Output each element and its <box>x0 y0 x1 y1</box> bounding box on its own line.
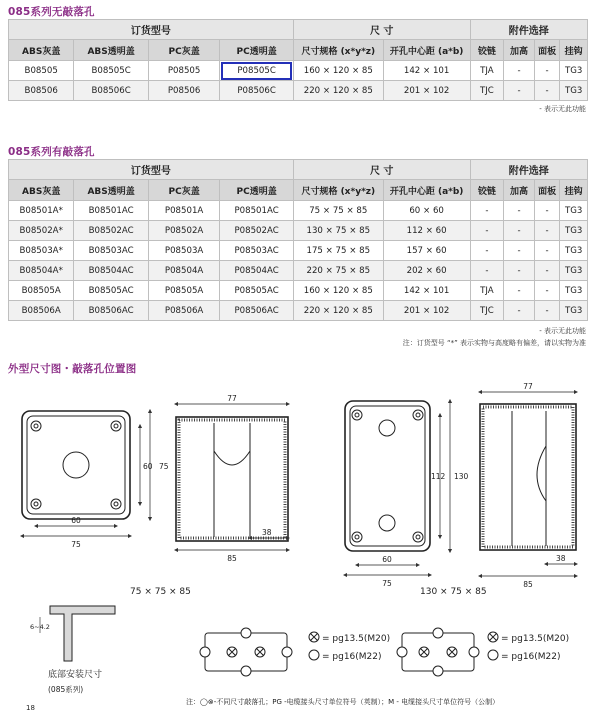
bottom-mount-detail <box>40 606 115 661</box>
table-cell: 60 × 60 <box>383 201 470 221</box>
table-cell: - <box>504 201 535 221</box>
table-cell: - <box>534 81 560 101</box>
box1-dim-75h: 75 <box>159 462 169 471</box>
legend2-pg16: = pg16(M22) <box>501 652 561 662</box>
column-header: PC透明盖 <box>220 180 294 201</box>
table-cell: - <box>534 261 560 281</box>
table-row <box>9 221 588 241</box>
table-cell: P08506C <box>220 81 294 101</box>
section2-note2: 注：订货型号 “*” 表示实物与高度略有偏差，请以实物为准 <box>402 339 586 347</box>
table-row <box>9 241 588 261</box>
column-header: 开孔中心距 (a*b) <box>383 180 470 201</box>
table-cell: 202 × 60 <box>383 261 470 281</box>
column-header: 铰链 <box>470 40 504 61</box>
table-cell: 220 × 120 × 85 <box>293 301 383 321</box>
table-cell: - <box>504 301 535 321</box>
column-header: PC灰盖 <box>148 40 219 61</box>
table-cell: B08505 <box>9 61 74 81</box>
table-cell: - <box>534 201 560 221</box>
page-number: 18 <box>26 704 35 712</box>
column-header: PC灰盖 <box>148 180 219 201</box>
table-row <box>9 281 588 301</box>
table-cell: B08503AC <box>74 241 149 261</box>
table-cell: B08506C <box>74 81 149 101</box>
table-cell: P08503A <box>148 241 219 261</box>
box2-dim-75w: 75 <box>382 579 392 588</box>
caption-box2: 130 × 75 × 85 <box>420 587 487 597</box>
table-cell: - <box>504 281 535 301</box>
column-header: 挂钩 <box>560 40 588 61</box>
legend2-symbols <box>488 632 498 660</box>
table-cell: 157 × 60 <box>383 241 470 261</box>
highlighted-cell: P08505C <box>220 61 294 81</box>
table-cell: - <box>534 281 560 301</box>
table-cell: P08506AC <box>220 301 294 321</box>
column-header: 加高 <box>504 40 535 61</box>
table-cell: - <box>504 221 535 241</box>
table-cell: B08505A <box>9 281 74 301</box>
table-cell: P08505 <box>148 61 219 81</box>
section2-note1: - 表示无此功能 <box>539 327 586 335</box>
table-row <box>9 201 588 221</box>
box2-dim-130h: 130 <box>454 472 469 481</box>
box1-dim-60w: 60 <box>71 516 81 525</box>
table-cell: B08506AC <box>74 301 149 321</box>
table-cell: - <box>504 61 535 81</box>
column-header: PC透明盖 <box>220 40 294 61</box>
section1-table <box>8 19 588 101</box>
section1-title: 085系列无敲落孔 <box>8 6 95 18</box>
table-cell: B08504AC <box>74 261 149 281</box>
table-cell: P08501AC <box>220 201 294 221</box>
bottom-sub: (085系列) <box>48 685 84 694</box>
column-header: 面板 <box>534 180 560 201</box>
section2-table <box>8 159 588 321</box>
table-cell: TG3 <box>560 81 588 101</box>
table-cell: 201 × 102 <box>383 81 470 101</box>
table-cell: TG3 <box>560 261 588 281</box>
legend2-pg135: = pg13.5(M20) <box>501 634 570 644</box>
group-header-accessory: 附件选择 <box>470 160 587 180</box>
table-cell: P08501A <box>148 201 219 221</box>
table-cell: B08504A* <box>9 261 74 281</box>
column-header: 加高 <box>504 180 535 201</box>
table-cell: - <box>504 241 535 261</box>
knockout-pattern-2 <box>397 628 479 676</box>
table-cell: B08502AC <box>74 221 149 241</box>
table-cell: - <box>534 61 560 81</box>
table-cell: - <box>534 241 560 261</box>
table-cell: - <box>504 81 535 101</box>
column-header: 挂钩 <box>560 180 588 201</box>
column-header: ABS透明盖 <box>74 180 149 201</box>
table-cell: - <box>470 241 504 261</box>
table-cell: P08503AC <box>220 241 294 261</box>
table-row <box>9 261 588 281</box>
table-cell: P08502A <box>148 221 219 241</box>
drawings-canvas <box>0 371 595 711</box>
box2-dim-112h: 112 <box>431 472 446 481</box>
column-header: 尺寸规格 (x*y*z) <box>293 40 383 61</box>
box2-side-view <box>480 404 576 550</box>
table-cell: TJA <box>470 61 504 81</box>
group-header-accessory: 附件选择 <box>470 20 587 40</box>
table-cell: B08503A* <box>9 241 74 261</box>
column-header: 面板 <box>534 40 560 61</box>
table-cell: - <box>470 261 504 281</box>
table-cell: TG3 <box>560 301 588 321</box>
table-cell: B08501A* <box>9 201 74 221</box>
drawings-title: 外型尺寸图・敲落孔位置图 <box>8 363 137 375</box>
table-cell: P08505A <box>148 281 219 301</box>
table-cell: 160 × 120 × 85 <box>293 61 383 81</box>
table-cell: TJC <box>470 301 504 321</box>
section2-table-wrap <box>8 159 588 321</box>
table-cell: P08504AC <box>220 261 294 281</box>
box1-side-view <box>176 417 288 541</box>
box1-top-view <box>22 411 130 519</box>
table-row <box>9 81 588 101</box>
side1-dim-85: 85 <box>227 554 237 563</box>
table-cell: TG3 <box>560 201 588 221</box>
table-cell: TG3 <box>560 241 588 261</box>
table-cell: - <box>470 201 504 221</box>
table-cell: TG3 <box>560 221 588 241</box>
box2-top-view <box>345 401 430 551</box>
table-cell: B08505AC <box>74 281 149 301</box>
column-header: ABS灰盖 <box>9 40 74 61</box>
group-header-order: 订货型号 <box>9 20 294 40</box>
table-cell: 220 × 75 × 85 <box>293 261 383 281</box>
table-cell: 130 × 75 × 85 <box>293 221 383 241</box>
footnote: 注：◯⊗-不同尺寸敲落孔；PG -电缆接头尺寸单位符号（英制）；M - 电缆接头尺寸单位符号（公制） <box>186 698 500 706</box>
table-cell: B08502A* <box>9 221 74 241</box>
column-header: 尺寸规格 (x*y*z) <box>293 180 383 201</box>
table-cell: P08506A <box>148 301 219 321</box>
table-cell: TJC <box>470 81 504 101</box>
table-cell: TJA <box>470 281 504 301</box>
table-cell: 160 × 120 × 85 <box>293 281 383 301</box>
box2-dim-60w: 60 <box>382 555 392 564</box>
box1-dim-75w: 75 <box>71 540 81 549</box>
table-cell: B08505C <box>74 61 149 81</box>
section2-title: 085系列有敲落孔 <box>8 146 95 158</box>
side2-dim-77: 77 <box>523 382 533 391</box>
table-cell: P08502AC <box>220 221 294 241</box>
table-cell: - <box>470 221 504 241</box>
bottom-label: 底部安装尺寸 <box>48 670 103 680</box>
table-cell: B08506 <box>9 81 74 101</box>
table-cell: - <box>504 261 535 281</box>
table-cell: B08506A <box>9 301 74 321</box>
caption-box1: 75 × 75 × 85 <box>130 587 191 597</box>
side1-dim-38: 38 <box>262 528 272 537</box>
table-cell: 75 × 75 × 85 <box>293 201 383 221</box>
table-cell: TG3 <box>560 61 588 81</box>
group-header-order: 订货型号 <box>9 160 294 180</box>
table-cell: P08504A <box>148 261 219 281</box>
box1-dim-60h: 60 <box>143 462 153 471</box>
table-cell: P08506 <box>148 81 219 101</box>
side2-dim-85: 85 <box>523 580 533 589</box>
legend1-pg135: = pg13.5(M20) <box>322 634 391 644</box>
group-header-size: 尺 寸 <box>293 20 470 40</box>
table-cell: TG3 <box>560 281 588 301</box>
table-cell: 175 × 75 × 85 <box>293 241 383 261</box>
table-cell: B08501AC <box>74 201 149 221</box>
table-row <box>9 61 588 81</box>
table-cell: 142 × 101 <box>383 281 470 301</box>
bottom-dims: 6~4.2 <box>30 623 50 631</box>
column-header: 开孔中心距 (a*b) <box>383 40 470 61</box>
side2-dim-38: 38 <box>556 554 566 563</box>
section1-note: - 表示无此功能 <box>539 105 586 113</box>
column-header: ABS透明盖 <box>74 40 149 61</box>
side1-dim-77: 77 <box>227 394 237 403</box>
knockout-pattern-1 <box>200 628 292 676</box>
column-header: ABS灰盖 <box>9 180 74 201</box>
group-header-size: 尺 寸 <box>293 160 470 180</box>
table-cell: 112 × 60 <box>383 221 470 241</box>
table-cell: - <box>534 301 560 321</box>
table-row <box>9 301 588 321</box>
table-cell: 142 × 101 <box>383 61 470 81</box>
column-header: 铰链 <box>470 180 504 201</box>
legend1-pg16: = pg16(M22) <box>322 652 382 662</box>
table-cell: P08505AC <box>220 281 294 301</box>
table-cell: - <box>534 221 560 241</box>
table-cell: 220 × 120 × 85 <box>293 81 383 101</box>
table-cell: 201 × 102 <box>383 301 470 321</box>
legend1-symbols <box>309 632 319 660</box>
section1-table-wrap <box>8 19 588 101</box>
